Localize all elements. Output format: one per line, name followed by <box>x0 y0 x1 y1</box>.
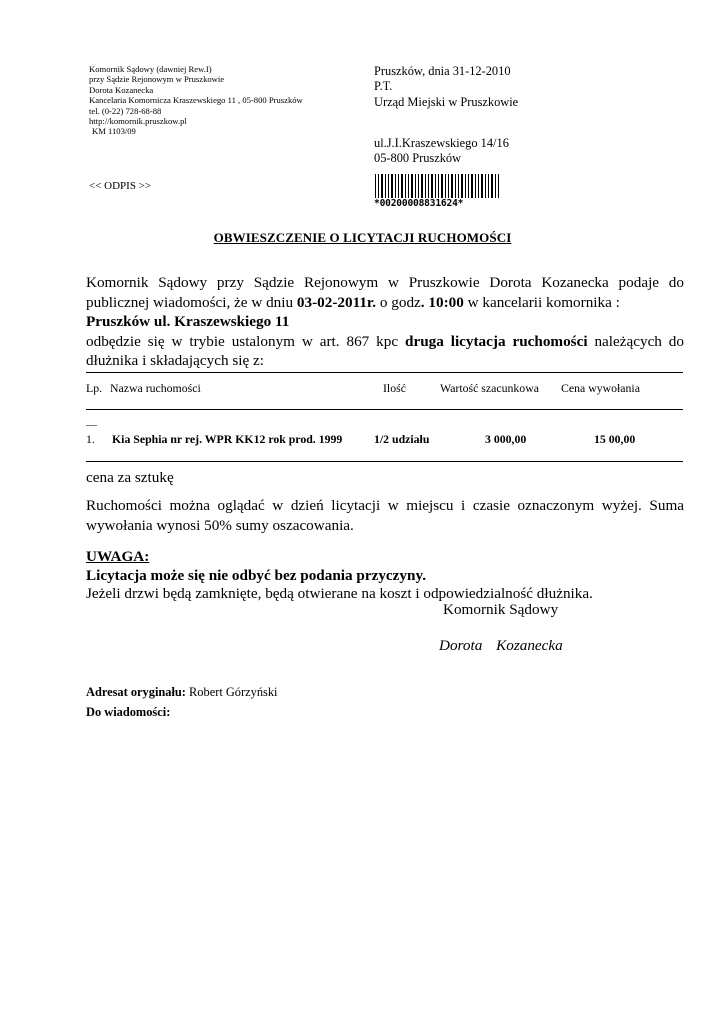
barcode-bar <box>491 174 493 199</box>
header-lp: Lp. <box>86 381 103 395</box>
barcode-bar <box>435 174 436 199</box>
barcode-bar <box>465 174 466 199</box>
barcode <box>374 174 502 208</box>
cc-label: Do wiadomości: <box>86 705 171 719</box>
barcode-bar <box>498 174 499 199</box>
header-qty: Ilość <box>383 381 406 395</box>
recipient-address <box>374 136 509 167</box>
sender-line: Dorota Kozanecka <box>89 84 154 95</box>
sender-line: tel. (0-22) 728-68-88 <box>89 105 162 116</box>
row-name: Kia Sephia nr rej. WPR KK12 rok prod. 1999 <box>112 432 343 446</box>
signature-name: Dorota Kozanecka <box>439 637 563 654</box>
case-number: KM 1103/09 <box>92 126 136 137</box>
barcode-bar <box>401 174 403 199</box>
intro-text: w kancelarii komornika : <box>463 293 620 311</box>
barcode-bar <box>478 174 479 199</box>
barcode-bar <box>455 174 456 199</box>
barcode-bars <box>374 174 502 199</box>
row-qty: 1/2 udziału <box>374 432 430 446</box>
row-lp: 1. <box>86 432 95 446</box>
table-rule-top <box>86 372 683 373</box>
sender-line: przy Sądzie Rejonowym w Pruszkowie <box>89 74 225 85</box>
barcode-bar <box>411 174 413 199</box>
viewing-paragraph: Ruchomości można oglądać w dzień licytacji w miejscu i czasie oznaczonym wyżej. Suma wywołania wynosi 50% sumy oszacowania. <box>86 497 684 534</box>
auction-location: Pruszków ul. Kraszewskiego 11 <box>86 313 290 331</box>
barcode-bar <box>428 174 429 199</box>
table-rule-header <box>86 409 683 410</box>
barcode-bar <box>415 174 416 199</box>
intro-text: odbędzie się w trybie ustalonym w art. 867 kpc <box>86 332 405 350</box>
auction-time: . 10:00 <box>420 293 464 311</box>
addressee-line <box>86 685 277 700</box>
barcode-bar <box>408 174 409 199</box>
table-separator: __ <box>86 415 97 427</box>
intro-text: o godz <box>376 293 421 311</box>
barcode-bar <box>485 174 486 199</box>
barcode-bar <box>448 174 449 199</box>
barcode-bar <box>468 174 469 199</box>
intro-text: należących do dłużnika i składających się z: <box>86 332 684 370</box>
price-note: cena za sztukę <box>86 469 174 486</box>
barcode-bar <box>398 174 399 199</box>
barcode-bar <box>391 174 393 199</box>
barcode-bar <box>451 174 453 199</box>
addressee-value: Robert Górzyński <box>185 685 278 699</box>
barcode-bar <box>438 174 439 199</box>
recipient-name: Urząd Miejski w Pruszkowie <box>374 94 519 109</box>
barcode-bar <box>441 174 443 199</box>
barcode-bar <box>461 174 463 199</box>
addressee-label: Adresat oryginału: <box>86 685 186 699</box>
sender-line: Kancelaria Komornicza Kraszewskiego 11 , 05-800 Pruszków <box>89 95 303 106</box>
sender-block <box>89 64 303 137</box>
barcode-bar <box>475 174 476 199</box>
barcode-bar <box>481 174 483 199</box>
salutation: P.T. <box>374 79 393 94</box>
warning-heading: UWAGA: <box>86 548 150 565</box>
barcode-bar <box>381 174 383 199</box>
row-price: 15 00,00 <box>594 432 636 446</box>
barcode-bar <box>488 174 489 199</box>
auction-type: druga licytacja ruchomości <box>405 332 588 350</box>
barcode-bar <box>421 174 423 199</box>
table-rule-bottom <box>86 461 683 462</box>
recipient-header <box>374 64 518 110</box>
barcode-bar <box>418 174 419 199</box>
place-date: Pruszków, dnia 31-12-2010 <box>374 64 511 78</box>
header-name: Nazwa ruchomości <box>110 381 201 395</box>
recipient-city: 05-800 Pruszków <box>374 151 462 166</box>
row-value: 3 000,00 <box>485 432 527 446</box>
sender-url: http://komornik.pruszkow.pl <box>89 116 187 127</box>
barcode-bar <box>458 174 459 199</box>
barcode-bar <box>445 174 446 199</box>
warning-line-1: Licytacja może się nie odbyć bez podania przyczyny. <box>86 567 426 584</box>
barcode-bar <box>431 174 433 199</box>
barcode-bar <box>495 174 496 199</box>
barcode-bar <box>378 174 379 199</box>
barcode-bar <box>425 174 426 199</box>
recipient-street: ul.J.I.Kraszewskiego 14/16 <box>374 136 509 150</box>
barcode-bar <box>385 174 386 199</box>
signature-title: Komornik Sądowy <box>443 601 559 618</box>
barcode-bar <box>375 174 376 199</box>
barcode-bar <box>471 174 473 199</box>
header-value: Wartość szacunkowa <box>440 381 539 395</box>
barcode-text: *00200008831624* <box>374 198 502 209</box>
document-title: OBWIESZCZENIE O LICYTACJI RUCHOMOŚCI <box>213 230 512 245</box>
barcode-bar <box>395 174 396 199</box>
warning-line-2: Jeżeli drzwi będą zamknięte, będą otwierane na koszt i odpowiedzialność dłużnika. <box>86 585 593 602</box>
barcode-bar <box>405 174 406 199</box>
auction-date: 03-02-2011r. <box>296 293 377 311</box>
copy-label: << ODPIS >> <box>89 180 152 192</box>
header-price: Cena wywołania <box>561 381 640 395</box>
barcode-bar <box>388 174 389 199</box>
intro-text: Komornik Sądowy przy Sądzie Rejonowym w Pruszkowie Dorota Kozanecka podaje do publicznej wiadomości, że w dniu <box>86 274 684 311</box>
intro-paragraph <box>86 273 684 371</box>
sender-line: Komornik Sądowy (dawniej Rew.I) <box>89 64 212 74</box>
